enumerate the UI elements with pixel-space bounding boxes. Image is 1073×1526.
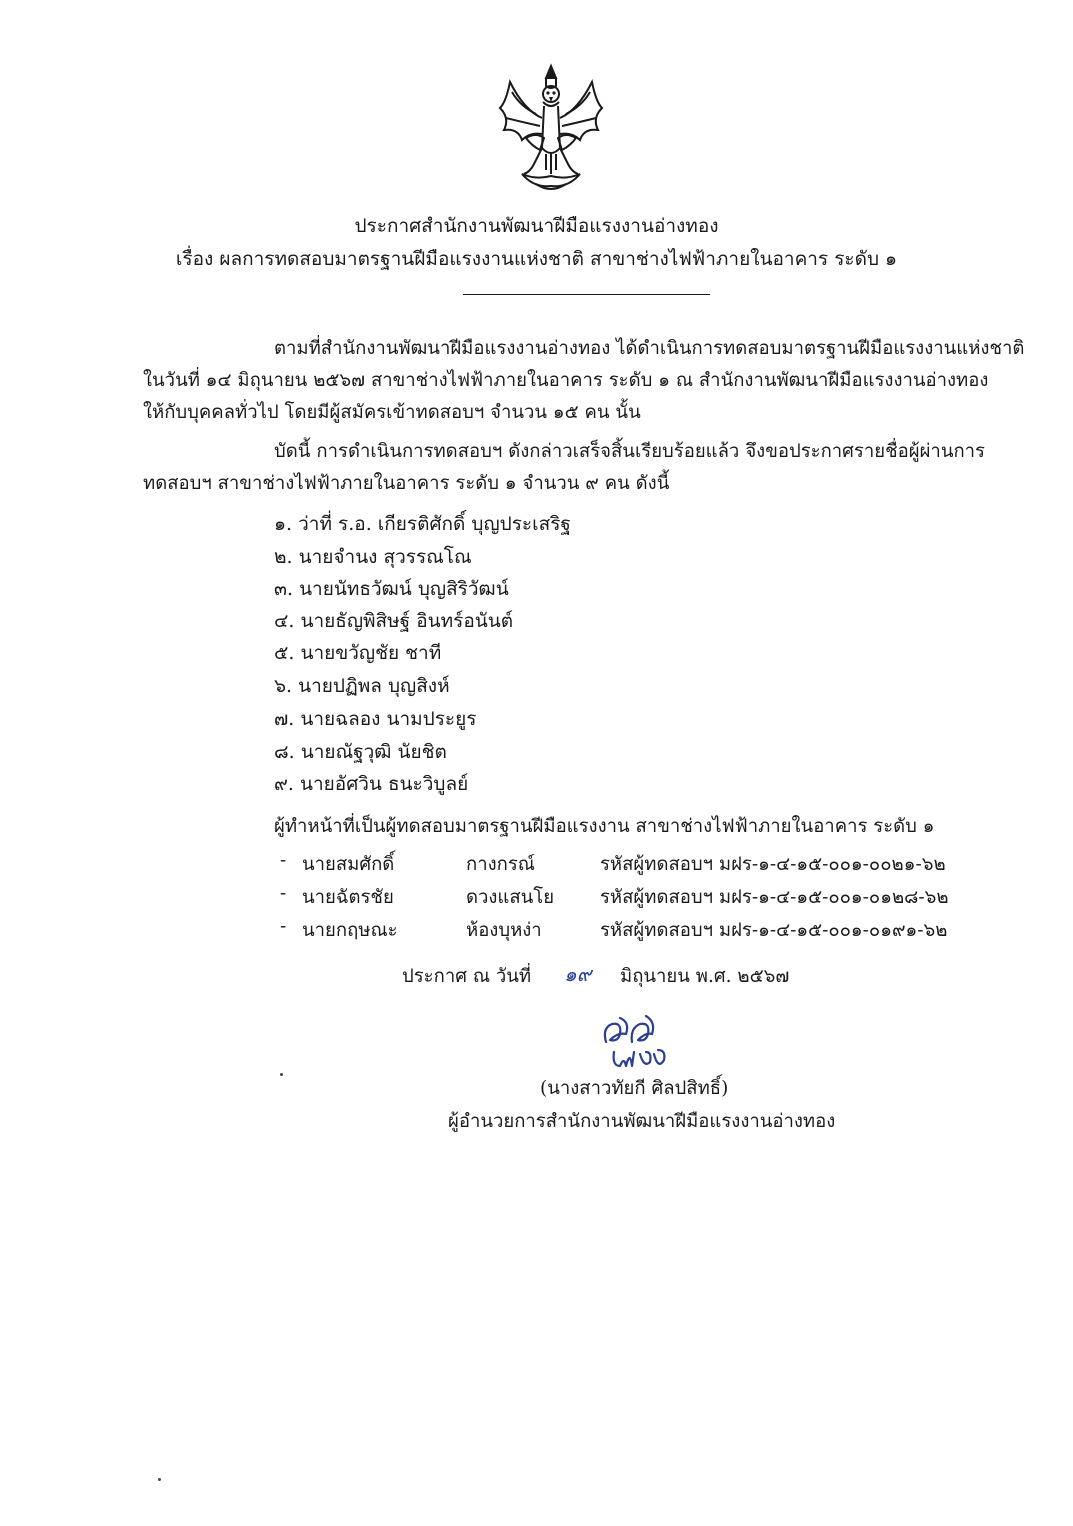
examiner-last-name: ดวงแสนโย: [466, 887, 555, 908]
passed-item-5: ๕. นายขวัญชัย ชาที: [274, 642, 442, 664]
examiner-row: [274, 883, 974, 909]
announcement-title: ประกาศสำนักงานพัฒนาฝีมือแรงงานอ่างทอง: [354, 215, 719, 237]
handwritten-signature: [600, 1012, 686, 1074]
examiner-dash: -: [280, 850, 287, 871]
passed-item-2: ๒. นายจำนง สุวรรณโณ: [274, 546, 472, 568]
examiner-code: รหัสผู้ทดสอบฯ มฝร-๑-๔-๑๕-๐๐๑-๐๐๒๑-๖๒: [600, 854, 946, 875]
passed-item-8: ๘. นายณัฐวุฒิ นัยชิต: [274, 741, 447, 763]
para1-line1: ตามที่สำนักงานพัฒนาฝีมือแรงงานอ่างทอง ได้ดำเนินการทดสอบมาตรฐานฝีมือแรงงานแห่งชาติ: [274, 338, 1025, 359]
examiner-first-name: นายฉัตรชัย: [302, 887, 394, 908]
para1-line2: ในวันที่ ๑๔ มิถุนายน ๒๕๖๗ สาขาช่างไฟฟ้าภายในอาคาร ระดับ ๑ ณ สำนักงานพัฒนาฝีมือแรงงานอ่างทอง: [143, 370, 989, 391]
title-divider: [463, 294, 710, 295]
examiner-code: รหัสผู้ทดสอบฯ มฝร-๑-๔-๑๕-๐๐๑-๐๑๒๘-๖๒: [600, 887, 949, 908]
passed-item-7: ๗. นายฉลอง นามประยูร: [274, 708, 477, 730]
examiner-dash: -: [280, 883, 287, 904]
examiner-row: [274, 850, 974, 876]
examiner-first-name: นายกฤษณะ: [302, 920, 398, 941]
examiner-row: [274, 916, 974, 942]
announce-day-handwritten: ๑๙: [564, 962, 592, 986]
passed-item-3: ๓. นายนัทธวัฒน์ บุญสิริวัฒน์: [274, 578, 509, 600]
examiner-code: รหัสผู้ทดสอบฯ มฝร-๑-๔-๑๕-๐๐๑-๐๑๙๑-๖๒: [600, 920, 948, 941]
announce-date-month-year: มิถุนายน พ.ศ. ๒๕๖๗: [620, 966, 790, 987]
signer-name: (นางสาวทัยกี ศิลปสิทธิ์): [540, 1078, 729, 1099]
passed-item-9: ๙. นายอัศวิน ธนะวิบูลย์: [274, 773, 469, 795]
passed-item-6: ๖. นายปฏิพล บุญสิงห์: [274, 675, 450, 697]
examiner-last-name: ห้องบุหง่า: [466, 920, 542, 941]
examiner-last-name: กางกรณ์: [466, 854, 535, 875]
announce-date-prefix: ประกาศ ณ วันที่: [402, 966, 532, 987]
passed-item-4: ๔. นายธัญพิสิษฐ์ อินทร์อนันต์: [274, 610, 514, 632]
examiners-heading: ผู้ทำหน้าที่เป็นผู้ทดสอบมาตรฐานฝีมือแรงงาน สาขาช่างไฟฟ้าภายในอาคาร ระดับ ๑: [274, 816, 935, 837]
scan-speck: [158, 1478, 161, 1481]
para2-line1: บัดนี้ การดำเนินการทดสอบฯ ดังกล่าวเสร็จสิ้นเรียบร้อยแล้ว จึงขอประกาศรายชื่อผู้ผ่านการ: [274, 441, 985, 462]
passed-item-1: ๑. ว่าที่ ร.อ. เกียรติศักดิ์ บุญประเสริฐ: [274, 513, 571, 535]
para2-line2: ทดสอบฯ สาขาช่างไฟฟ้าภายในอาคาร ระดับ ๑ จำนวน ๙ คน ดังนี้: [143, 473, 670, 494]
signer-title: ผู้อำนวยการสำนักงานพัฒนาฝีมือแรงงานอ่างทอง: [448, 1111, 836, 1132]
examiner-first-name: นายสมศักดิ์: [302, 854, 395, 875]
para1-line3: ให้กับบุคคลทั่วไป โดยมีผู้สมัครเข้าทดสอบฯ จำนวน ๑๕ คน นั้น: [143, 402, 641, 423]
examiner-dash: -: [280, 916, 287, 937]
garuda-emblem: [496, 62, 606, 196]
scan-speck: [280, 1073, 283, 1076]
announcement-subject: เรื่อง ผลการทดสอบมาตรฐานฝีมือแรงงานแห่งชาติ สาขาช่างไฟฟ้าภายในอาคาร ระดับ ๑: [175, 248, 898, 270]
